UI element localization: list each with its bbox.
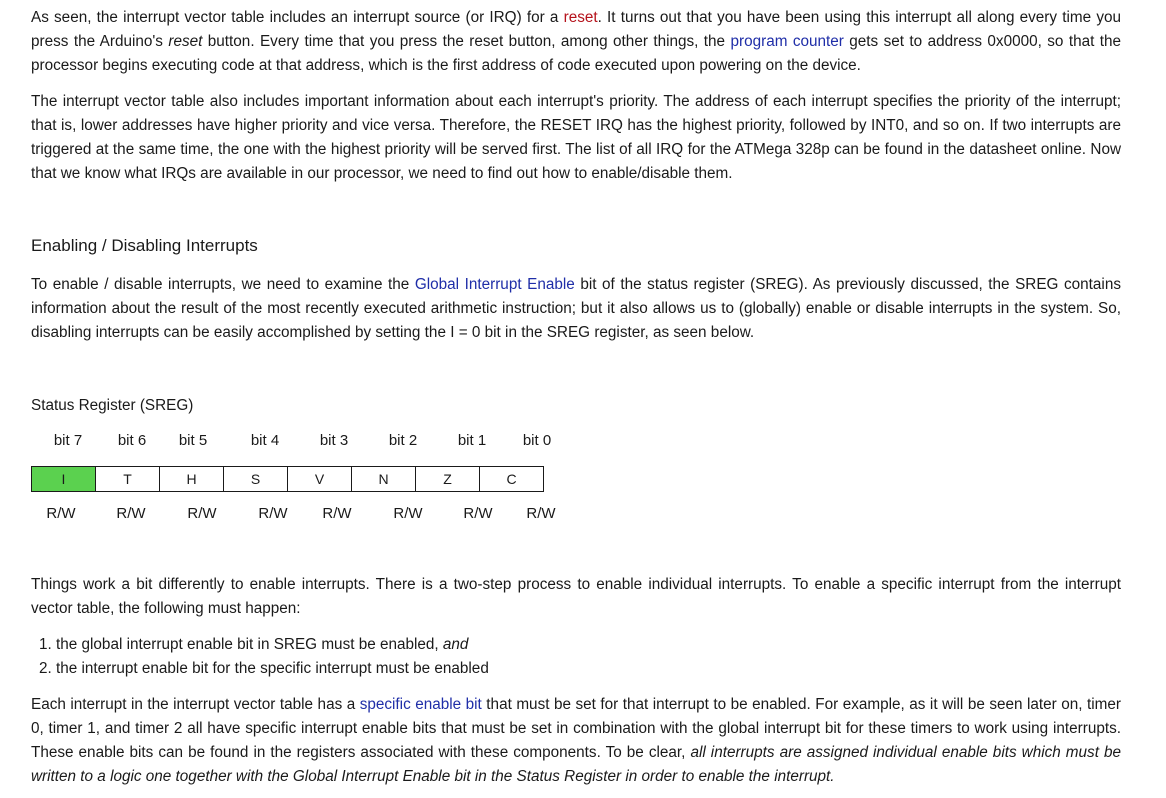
paragraph-reset-irq [31, 6, 1121, 78]
specific-enable-bit-link[interactable]: specific enable bit [359, 696, 482, 713]
paragraph-text: button. Every time that you press the reset button, among other things, the [202, 33, 731, 50]
access-label: R/W [258, 505, 288, 522]
bit-label: bit 1 [457, 432, 487, 449]
reset-link[interactable]: reset [563, 9, 598, 26]
paragraph-specific-enable [31, 693, 1121, 789]
sreg-register-table [31, 466, 544, 492]
access-label: R/W [463, 505, 493, 522]
list-item-text: 1. the global interrupt enable bit in SREG must be enabled, [39, 636, 443, 653]
bit-label: bit 5 [178, 432, 208, 449]
sreg-bit-s: S [224, 467, 288, 491]
emphasis-reset: reset [168, 33, 203, 50]
paragraph-text: As seen, the interrupt vector table includes an interrupt source (or IRQ) for a [31, 9, 564, 26]
paragraph-text: The interrupt vector table also includes important information about each interrupt's priority. The address of each interrupt specifies the priority of the interrupt; that is, lower addresses have higher priority and vice versa. Therefore, the RESET IRQ has the highest priority, followed by INT0, and so on. If two interrupts are triggered at the same time, the one with the highest priority will be served first. The list of all IRQ for the ATMega 328p can be found in the datasheet online. Now that we know what IRQs are available in our processor, we need to find out how to enable/disable them. [31, 93, 1121, 182]
paragraph-text: gets set to address 0x0000, so that the processor begins executing code at that address, which is the first address of code executed upon powering on the device. [31, 33, 1122, 74]
access-label: R/W [116, 505, 146, 522]
bit-label: bit 3 [319, 432, 349, 449]
bit-label: bit 0 [522, 432, 552, 449]
paragraph-enable-steps [31, 573, 1121, 621]
bit-label: bit 7 [53, 432, 83, 449]
paragraph-global-enable [31, 273, 1121, 345]
bit-label: bit 6 [117, 432, 147, 449]
section-heading: Enabling / Disabling Interrupts [31, 236, 258, 255]
paragraph-text: . It turns out that you have been using this interrupt all along every time you press the Arduino's [31, 9, 1121, 50]
bit-label: bit 2 [388, 432, 418, 449]
access-label: R/W [187, 505, 217, 522]
sreg-bit-t: T [96, 467, 160, 491]
paragraph-text: Things work a bit differently to enable interrupts. There is a two-step process to enable individual interrupts. To enable a specific interrupt from the interrupt vector table, the following must happen: [31, 576, 1121, 617]
program-counter-link[interactable]: program counter [730, 33, 844, 50]
access-label: R/W [46, 505, 76, 522]
sreg-bit-i: I [32, 467, 96, 491]
paragraph-text: Each interrupt in the interrupt vector table has a [31, 696, 360, 713]
enable-steps-list [39, 633, 489, 681]
paragraph-priority [31, 90, 1121, 186]
list-item [39, 657, 489, 681]
access-label: R/W [526, 505, 556, 522]
paragraph-text: that must be set for that interrupt to be enabled. For example, as it will be seen later on, timer 0, timer 1, and timer 2 all have specific interrupt enable bits that must be set in combination with the global interrupt bit for these timers to work using interrupts. These enable bits can be found in the registers associated with these components. To be clear, [31, 696, 1121, 761]
access-label: R/W [322, 505, 352, 522]
sreg-bit-h: H [160, 467, 224, 491]
register-caption: Status Register (SREG) [31, 397, 194, 414]
emphasis-summary: all interrupts are assigned individual enable bits which must be written to a logic one together with the Global Interrupt Enable bit in the Status Register in order to enable the interrupt. [31, 744, 1121, 785]
paragraph-text: To enable / disable interrupts, we need to examine the [31, 276, 415, 293]
sreg-bit-z: Z [416, 467, 480, 491]
emphasis-and: and [442, 636, 469, 653]
sreg-bit-c: C [480, 467, 544, 491]
list-item-text: 2. the interrupt enable bit for the specific interrupt must be enabled [39, 660, 489, 677]
access-label: R/W [393, 505, 423, 522]
sreg-bit-n: N [352, 467, 416, 491]
global-interrupt-enable-link[interactable]: Global Interrupt Enable [414, 276, 575, 293]
list-item [39, 633, 489, 657]
sreg-bit-v: V [288, 467, 352, 491]
bit-label: bit 4 [250, 432, 280, 449]
paragraph-text: bit of the status register (SREG). As previously discussed, the SREG contains information about the result of the most recently executed arithmetic instruction; but it also allows us to (globally) enable or disable interrupts in the system. So, disabling interrupts can be easily accomplished by setting the I = 0 bit in the SREG register, as seen below. [31, 276, 1121, 341]
